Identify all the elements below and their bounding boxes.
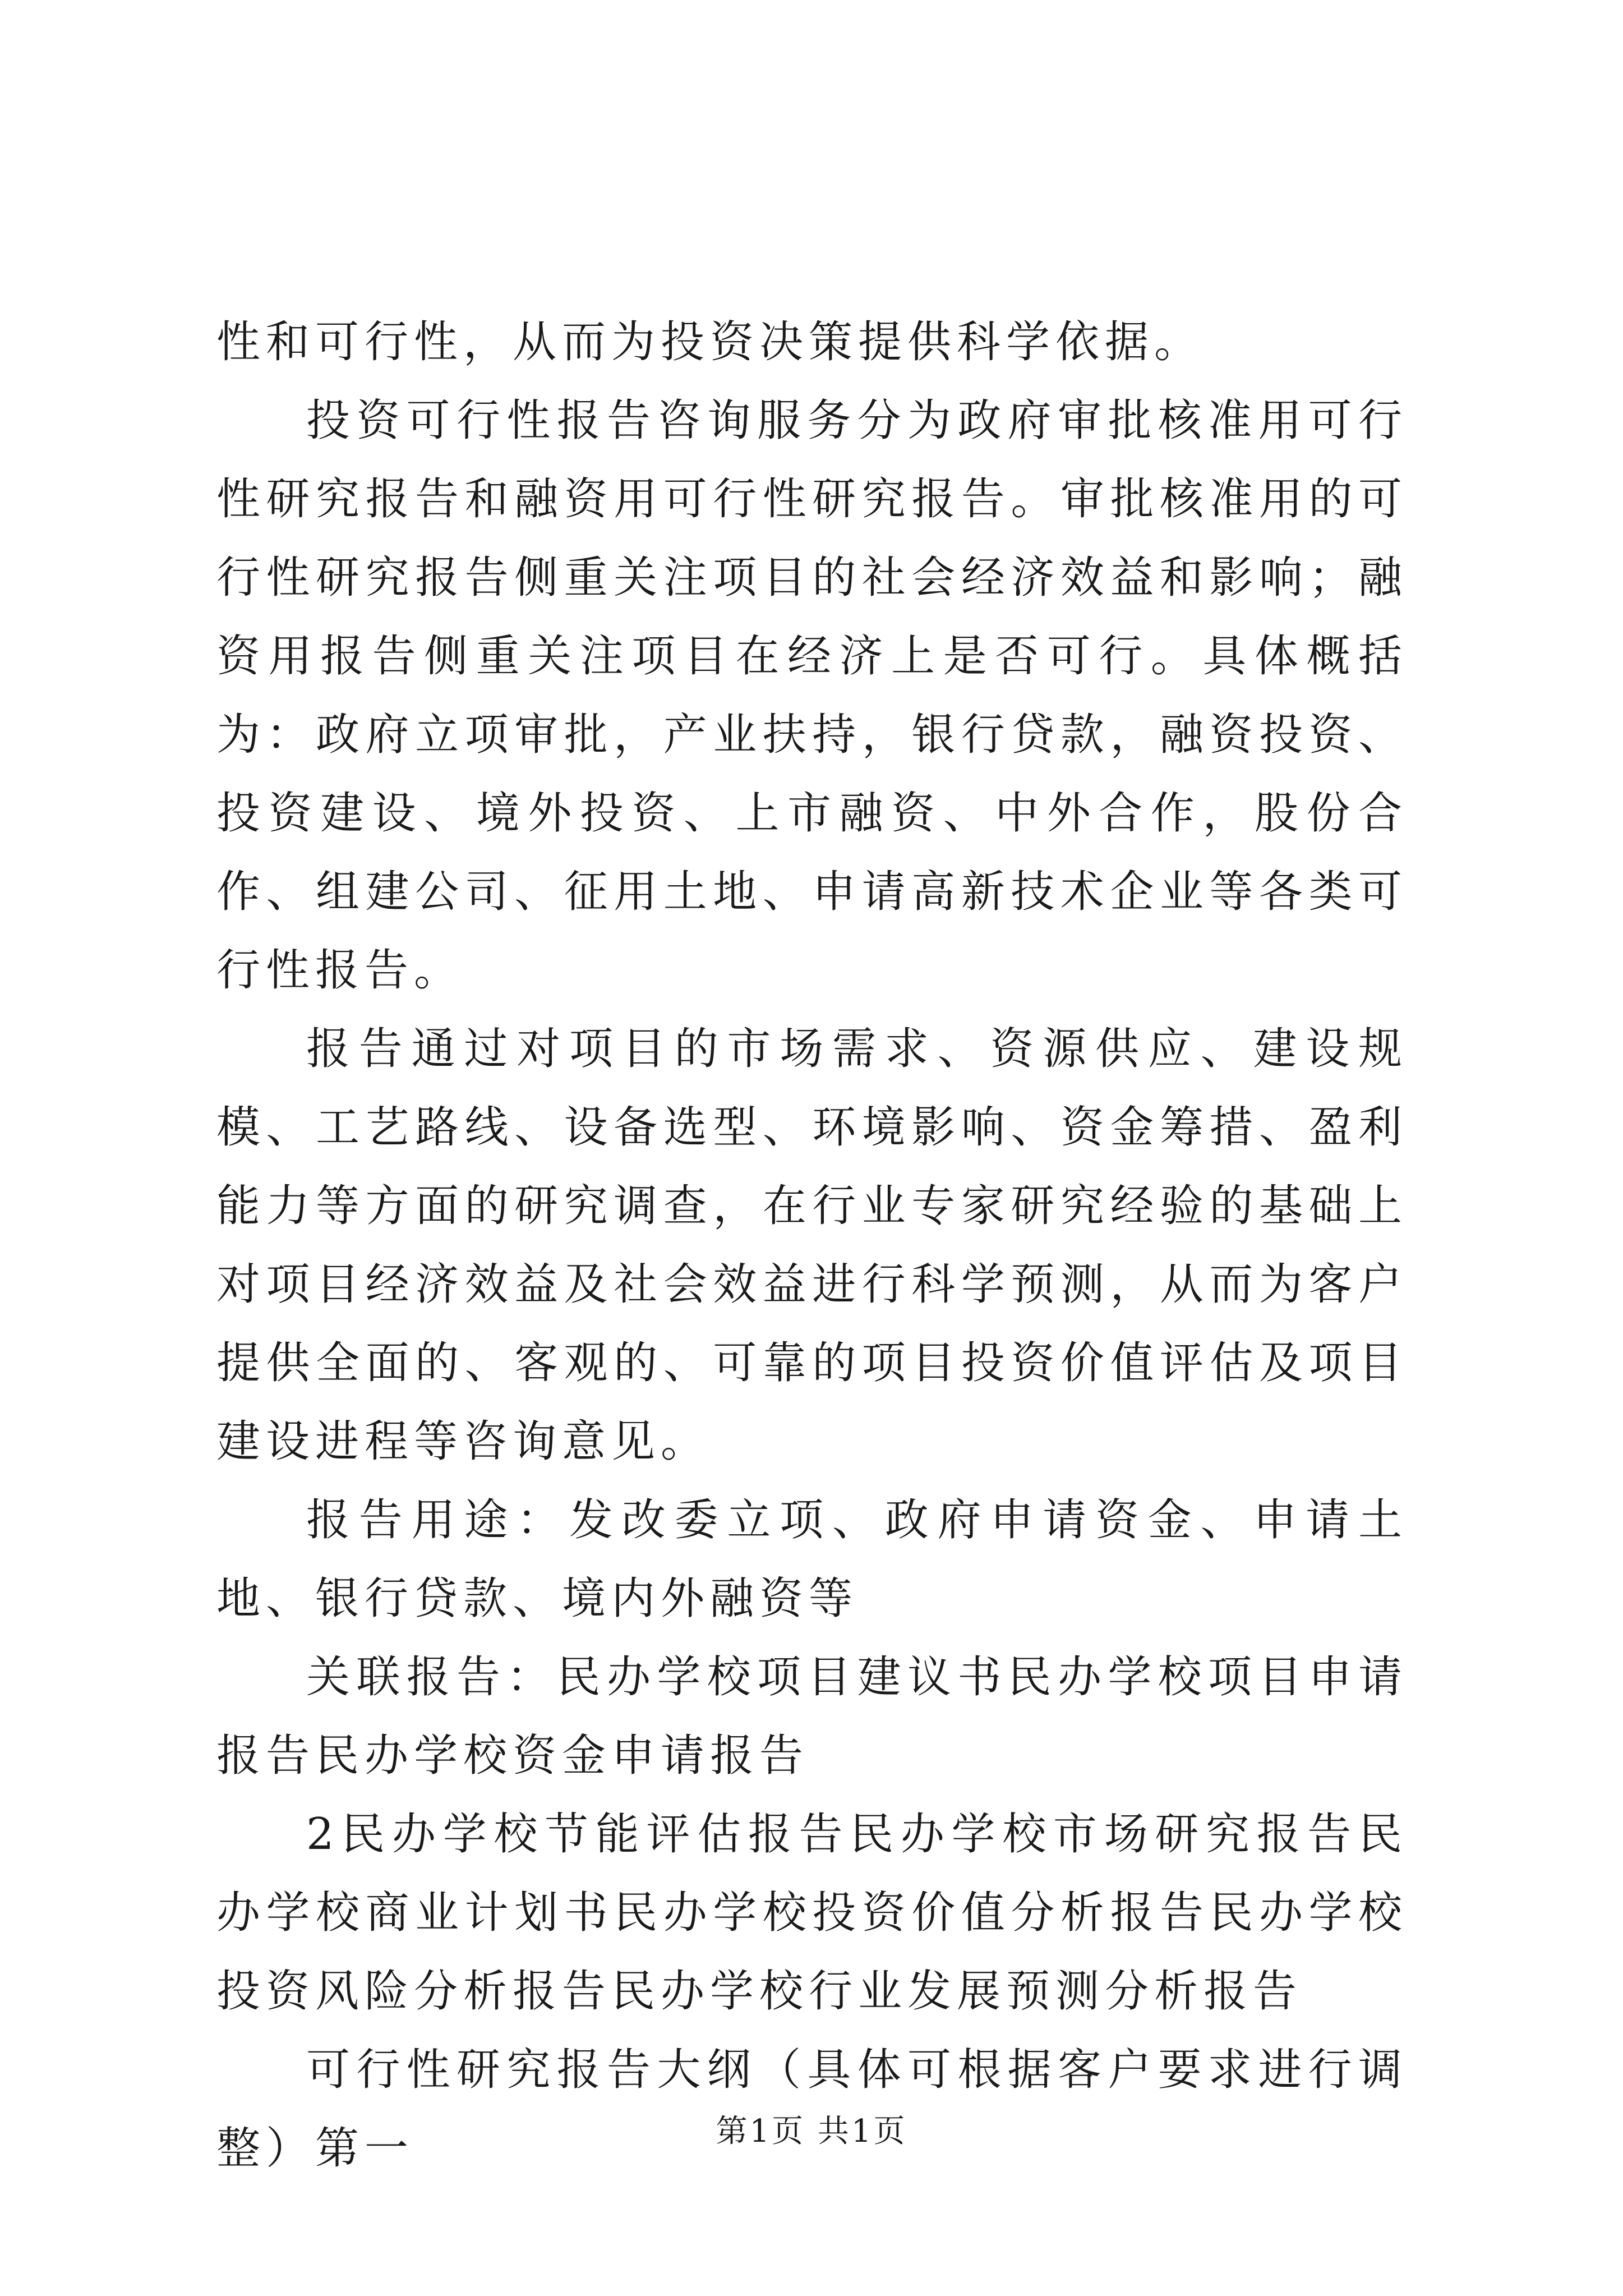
- paragraph-related-reports-continued: 2民办学校节能评估报告民办学校市场研究报告民办学校商业计划书民办学校投资价值分析报告民办学校投资风险分析报告民办学校行业发展预测分析报告: [216, 1809, 1408, 2017]
- document-body: [216, 303, 1408, 2188]
- paragraph-report-scope: 报告通过对项目的市场需求、资源供应、建设规模、工艺路线、设备选型、环境影响、资金筹措、盈利能力等方面的研究调查，在行业专家研究经验的基础上对项目经济效益及社会效益进行科学预测，从而为客户提供全面的、客观的、可靠的项目投资价值评估及项目建设进程等咨询意见。: [216, 1024, 1408, 1467]
- paragraph-service-types: 投资可行性报告咨询服务分为政府审批核准用可行性研究报告和融资用可行性研究报告。审批核准用的可行性研究报告侧重关注项目的社会经济效益和影响；融资用报告侧重关注项目在经济上是否可行。具体概括为：政府立项审批，产业扶持，银行贷款，融资投资、投资建设、境外投资、上市融资、中外合作，股份合作、组建公司、征用土地、申请高新技术企业等各类可行性报告。: [216, 395, 1408, 996]
- paragraph-outline-intro: 可行性研究报告大纲（具体可根据客户要求进行调整）第一: [216, 2045, 1408, 2174]
- page-footer: 第1页 共1页: [716, 2113, 907, 2150]
- paragraph-continuation: 性和可行性，从而为投资决策提供科学依据。: [216, 317, 1204, 367]
- paragraph-related-reports: 关联报告：民办学校项目建议书民办学校项目申请报告民办学校资金申请报告: [216, 1652, 1408, 1781]
- paragraph-report-usage: 报告用途：发改委立项、政府申请资金、申请土地、银行贷款、境内外融资等: [216, 1495, 1408, 1624]
